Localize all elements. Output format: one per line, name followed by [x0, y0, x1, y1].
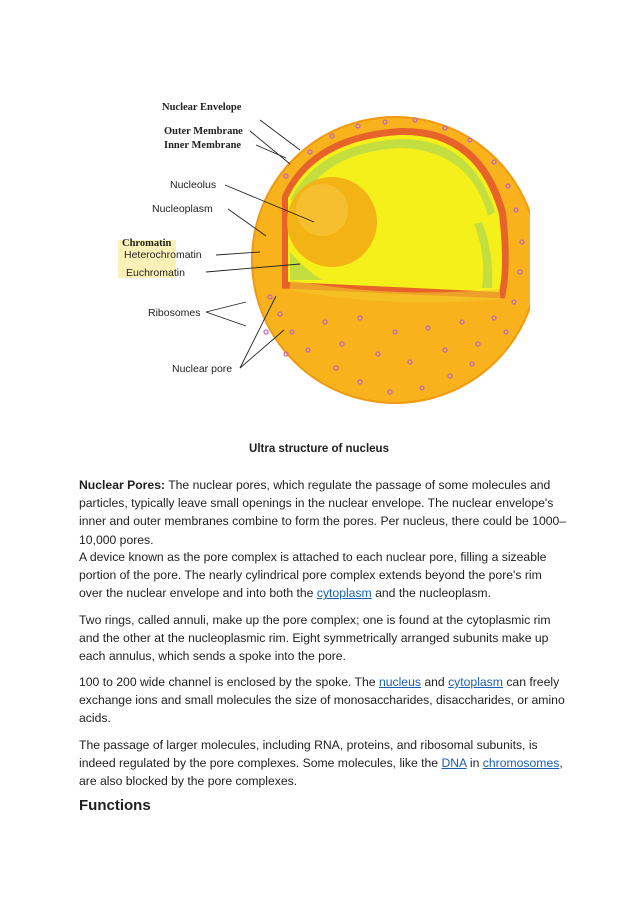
paragraph-pore-complex: [79, 548, 567, 603]
paragraph-text: in: [466, 756, 483, 771]
paragraph-channel: [79, 673, 567, 728]
paragraph-text: A device known as the pore complex is attached to each nuclear pore, filling a sizeable portion of the pore. The nearly cylindrical pore complex extends beyond the pore's rim over the nuclear envelope and into both the: [79, 550, 547, 601]
paragraph-larger-molecules: [79, 736, 567, 791]
paragraph-text: and: [420, 675, 449, 689]
paragraph-text: Two rings, called annuli, make up the pore complex; one is found at the cytoplasmic rim and the other at the nucleoplasmic rim. Eight symmetrically arranged subunits make up each annulus, which sends a spoke into the pore.: [79, 613, 551, 664]
label-ribosomes: Ribosomes: [148, 307, 201, 319]
figure-caption: Ultra structure of nucleus: [249, 443, 389, 455]
paragraph-text: can freely exchange ions and small molecules the size of monosaccharides, disaccharides, or amino acids.: [79, 675, 565, 726]
nucleus-diagram: [110, 92, 530, 412]
link-dna[interactable]: DNA: [441, 756, 467, 771]
paragraph-nuclear-pores: [79, 476, 567, 549]
paragraph-annuli: [79, 611, 567, 666]
paragraph-text: 100 to 200 wide channel is enclosed by the spoke. The: [79, 675, 379, 689]
nucleolus-highlight: [296, 184, 348, 236]
link-chromosomes[interactable]: chromosomes: [482, 756, 560, 771]
term-nuclear-pores: Nuclear Pores:: [79, 478, 166, 492]
label-chromatin: Chromatin: [122, 238, 172, 249]
label-euchromatin: Euchromatin: [126, 267, 185, 279]
paragraph-text: and the nucleoplasm.: [371, 586, 491, 601]
link-cytoplasm[interactable]: cytoplasm: [316, 586, 372, 601]
section-heading-functions: Functions: [79, 797, 151, 814]
paragraph-text: The nuclear pores, which regulate the passage of some molecules and particles, typically leave small openings in the nuclear envelope. The nuclear envelope's inner and outer membranes combine to form the pores. Per nucleus, there could be 1000–10,000 pores.: [79, 478, 567, 547]
paragraph-text: , are also blocked by the pore complexes.: [79, 756, 563, 789]
label-nucleoplasm: Nucleoplasm: [152, 203, 213, 215]
label-inner-membrane: Inner Membrane: [164, 140, 242, 151]
label-nuclear-pore: Nuclear pore: [172, 363, 233, 375]
label-nuclear-envelope: Nuclear Envelope: [162, 102, 242, 113]
label-heterochromatin: Heterochromatin: [124, 249, 202, 261]
nucleus-diagram-svg: [110, 92, 530, 412]
paragraph-text: The passage of larger molecules, including RNA, proteins, and ribosomal subunits, is indeed regulated by the pore complexes. Some molecules, like the: [79, 738, 538, 771]
link-nucleus[interactable]: nucleus: [378, 675, 421, 689]
label-nucleolus: Nucleolus: [170, 179, 217, 191]
link-cytoplasm[interactable]: cytoplasm: [448, 675, 503, 689]
label-outer-membrane: Outer Membrane: [164, 126, 243, 137]
